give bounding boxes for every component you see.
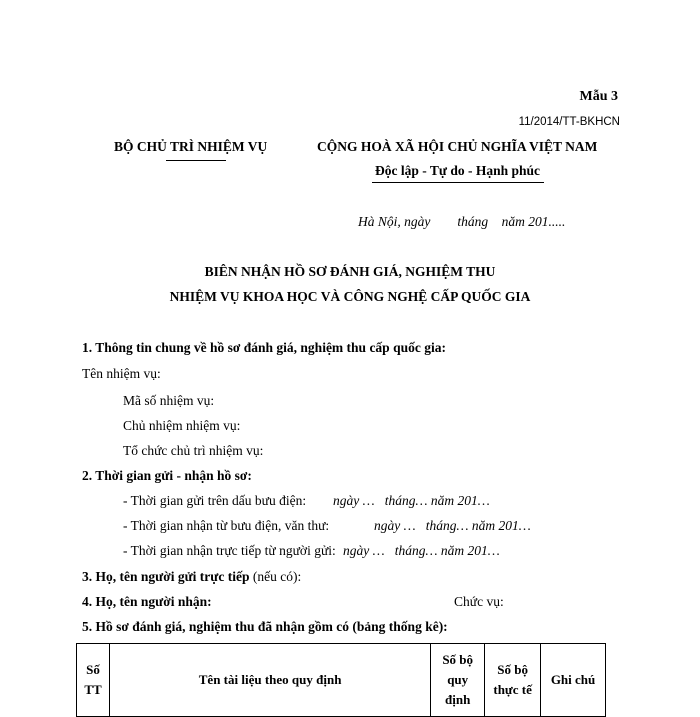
section2-heading: 2. Thời gian gửi - nhận hồ sơ:	[82, 468, 252, 483]
document-title-line1: BIÊN NHẬN HỒ SƠ ĐÁNH GIÁ, NGHIỆM THU	[204, 264, 496, 279]
task-lead-label: Chủ nhiệm nhiệm vụ:	[123, 418, 241, 433]
form-number: Mẫu 3	[579, 89, 618, 104]
received-direct-date: ngày … tháng… năm 201…	[343, 543, 500, 558]
postmark-time-label: - Thời gian gửi trên dấu bưu điện:	[123, 493, 307, 508]
section1-heading: 1. Thông tin chung về hồ sơ đánh giá, nghiệm thu cấp quốc gia:	[82, 340, 446, 355]
received-post-label: - Thời gian nhận từ bưu điện, văn thư:	[123, 518, 330, 533]
col-number-header: Số TT	[77, 644, 110, 717]
document-title-line2: NHIỆM VỤ KHOA HỌC VÀ CÔNG NGHỆ CẤP QUỐC GIA	[169, 289, 531, 304]
col-required-header: Số bộ quy định	[431, 644, 485, 717]
received-post-date: ngày … tháng… năm 201…	[374, 518, 531, 533]
table-header-row	[77, 644, 606, 717]
received-direct-label: - Thời gian nhận trực tiếp từ người gửi:	[123, 543, 336, 558]
section4-heading: 4. Họ, tên người nhận:	[82, 594, 212, 609]
col-document-header: Tên tài liệu theo quy định	[109, 644, 430, 717]
col-note-header: Ghi chú	[541, 644, 606, 717]
position-label: Chức vụ:	[454, 594, 504, 609]
postmark-time-date: ngày … tháng… năm 201…	[333, 493, 490, 508]
task-name-label: Tên nhiệm vụ:	[82, 366, 161, 381]
document-list-table	[76, 643, 606, 717]
task-code-label: Mã số nhiệm vụ:	[123, 393, 215, 408]
section5-heading: 5. Hồ sơ đánh giá, nghiệm thu đã nhận gồm có (bảng thống kê):	[82, 619, 448, 634]
place-date: Hà Nội, ngày tháng năm 201.....	[358, 214, 566, 229]
sender-name-label: 3. Họ, tên người gửi trực tiếp	[82, 569, 250, 584]
country-name: CỘNG HOÀ XÃ HỘI CHỦ NGHĨA VIỆT NAM	[317, 139, 598, 154]
ministry-underline	[166, 160, 226, 161]
motto-underline	[372, 182, 544, 183]
ministry-name: BỘ CHỦ TRÌ NHIỆM VỤ	[114, 139, 268, 154]
motto: Độc lập - Tự do - Hạnh phúc	[375, 163, 541, 178]
host-org-label: Tổ chức chủ trì nhiệm vụ:	[123, 443, 264, 458]
sender-note: (nếu có):	[249, 569, 302, 584]
col-actual-header: Số bộ thực tế	[485, 644, 541, 717]
circular-number: 11/2014/TT-BKHCN	[518, 116, 620, 128]
section3-heading	[82, 569, 301, 585]
